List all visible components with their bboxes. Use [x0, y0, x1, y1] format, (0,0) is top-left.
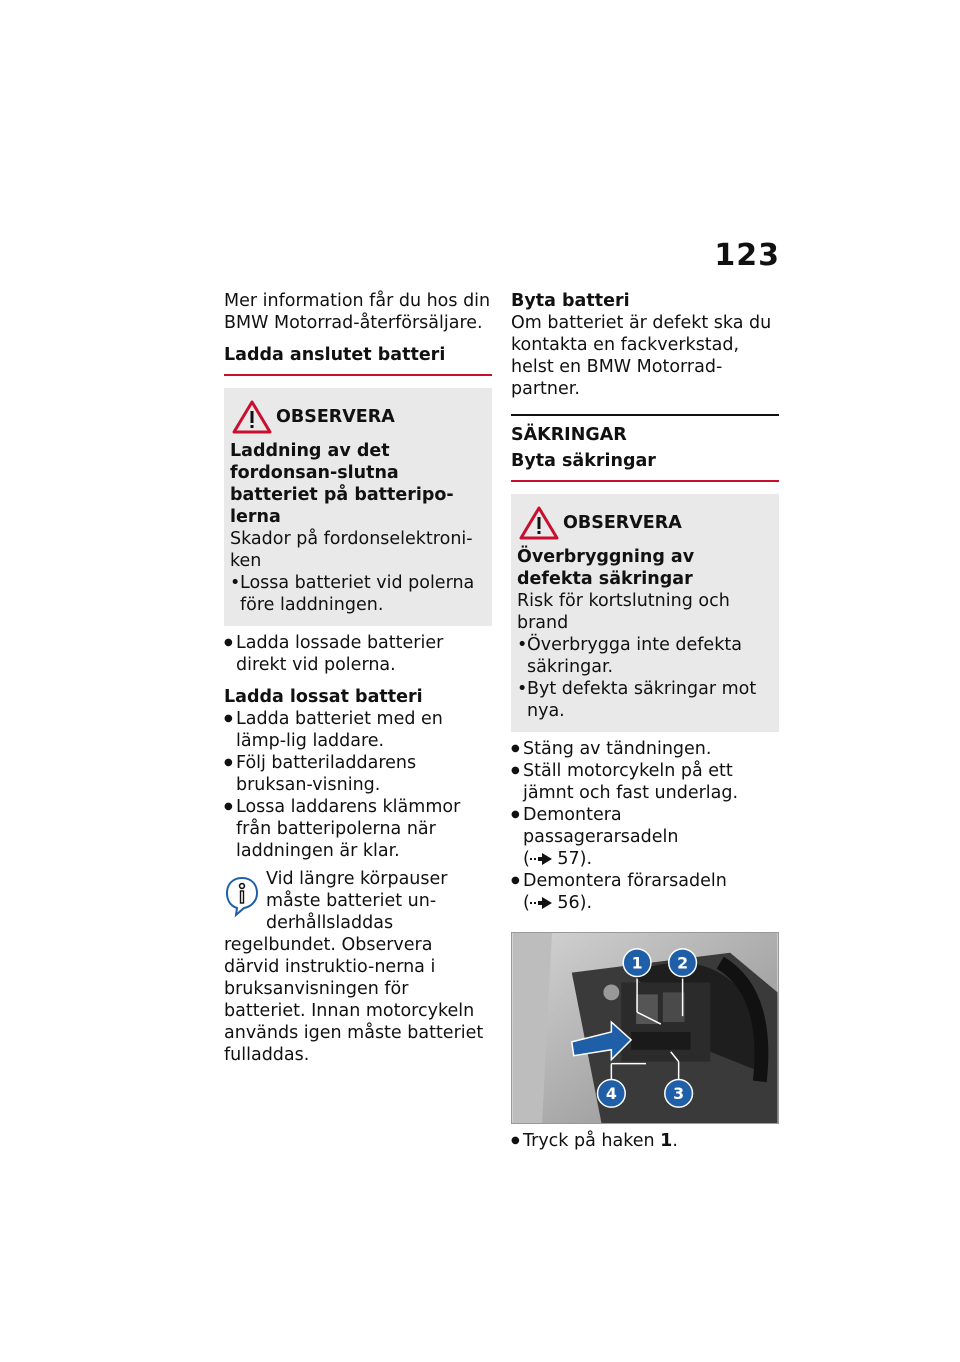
warning-icon — [232, 400, 272, 434]
list-item: ● Demontera förarsadeln ( 56). — [511, 870, 779, 914]
list-item: ● Ställ motorcykeln på ett jämnt och fast underlag. — [511, 760, 779, 804]
page-reference: 56). — [557, 893, 593, 913]
svg-text:1: 1 — [631, 953, 643, 973]
direct-charge-list — [224, 632, 492, 676]
notice-box-charging — [224, 388, 492, 626]
callout-4 — [598, 1079, 626, 1107]
heading-charge-disconnected: Ladda lossat batteri — [224, 687, 423, 707]
replace-battery-text: Om batteriet är defekt ska du kontakta en fackverkstad, helst en BMW Motorrad-partner. — [511, 313, 772, 399]
step-text: Demontera passagerarsadeln — [523, 805, 679, 847]
page-reference: 57). — [557, 849, 593, 869]
callout-2 — [669, 949, 697, 977]
notice-header — [517, 506, 771, 540]
list-item — [511, 1130, 779, 1152]
fuse-steps-list — [511, 738, 779, 914]
disconnected-charge-list — [224, 708, 492, 862]
fuse-box-photo — [511, 932, 779, 1124]
info-icon — [224, 874, 260, 918]
list-item: ● Följ batteriladdarens bruksan-visning. — [224, 752, 492, 796]
list-item: ● Demontera passagerarsadeln ( 57). — [511, 804, 779, 870]
list-item: • Överbrygga inte defekta säkringar. — [517, 634, 771, 678]
notice-box-fuses — [511, 494, 779, 732]
notice-label: OBSERVERA — [276, 407, 395, 427]
section-title-fuses: SÄKRINGAR — [511, 414, 779, 446]
list-item: ● Lossa laddarens klämmor från batteripolerna när laddningen är klar. — [224, 796, 492, 862]
notice-bullets — [517, 634, 771, 722]
step-text: Tryck på haken — [523, 1131, 655, 1151]
heading-replace-fuses: Byta säkringar — [511, 450, 779, 482]
step-text: Demontera förarsadeln — [523, 871, 727, 891]
notice-body: Risk för kortslutning och brand — [517, 591, 730, 633]
page-reference-arrow-icon — [530, 853, 552, 865]
list-item: • Byt defekta säkringar mot nya. — [517, 678, 771, 722]
list-item: • Lossa batteriet vid polerna före laddningen. — [230, 572, 484, 616]
info-text: Vid längre körpauser måste batteriet un-derhållsladdas regelbundet. Observera därvid instruktio-nerna i bruksanvisningen för batteriet. Innan motorcykeln används igen måste batteriet fulladdas. — [224, 869, 484, 1065]
notice-header — [230, 400, 484, 434]
notice-title: Överbryggning av defekta säkringar — [517, 547, 695, 589]
svg-text:4: 4 — [605, 1084, 617, 1104]
info-note — [224, 868, 492, 1066]
warning-icon — [519, 506, 559, 540]
left-column — [224, 290, 492, 1066]
page-number: 123 — [714, 238, 780, 273]
heading-charge-connected: Ladda anslutet batteri — [224, 344, 492, 376]
page-reference-arrow-icon — [530, 897, 552, 909]
list-item: ● Ladda lossade batterier direkt vid polerna. — [224, 632, 492, 676]
svg-text:2: 2 — [677, 953, 689, 973]
list-item: ● Ladda batteriet med en lämp-lig laddare. — [224, 708, 492, 752]
final-step-list — [511, 1130, 779, 1152]
notice-body: Skador på fordonselektroni-ken — [230, 529, 473, 571]
notice-title: Laddning av det fordonsan-slutna batteriet på batteripo-lerna — [230, 441, 454, 527]
callout-reference: 1 — [660, 1131, 673, 1151]
list-item: ● Stäng av tändningen. — [511, 738, 779, 760]
callout-3 — [665, 1079, 693, 1107]
notice-bullets — [230, 572, 484, 616]
svg-text:3: 3 — [673, 1084, 685, 1104]
intro-text: Mer information får du hos din BMW Motorrad-återförsäljare. — [224, 291, 491, 333]
step-suffix: . — [672, 1131, 678, 1151]
callout-1 — [623, 949, 651, 977]
right-column — [511, 290, 779, 1152]
notice-label: OBSERVERA — [563, 513, 682, 533]
heading-replace-battery: Byta batteri — [511, 291, 630, 311]
